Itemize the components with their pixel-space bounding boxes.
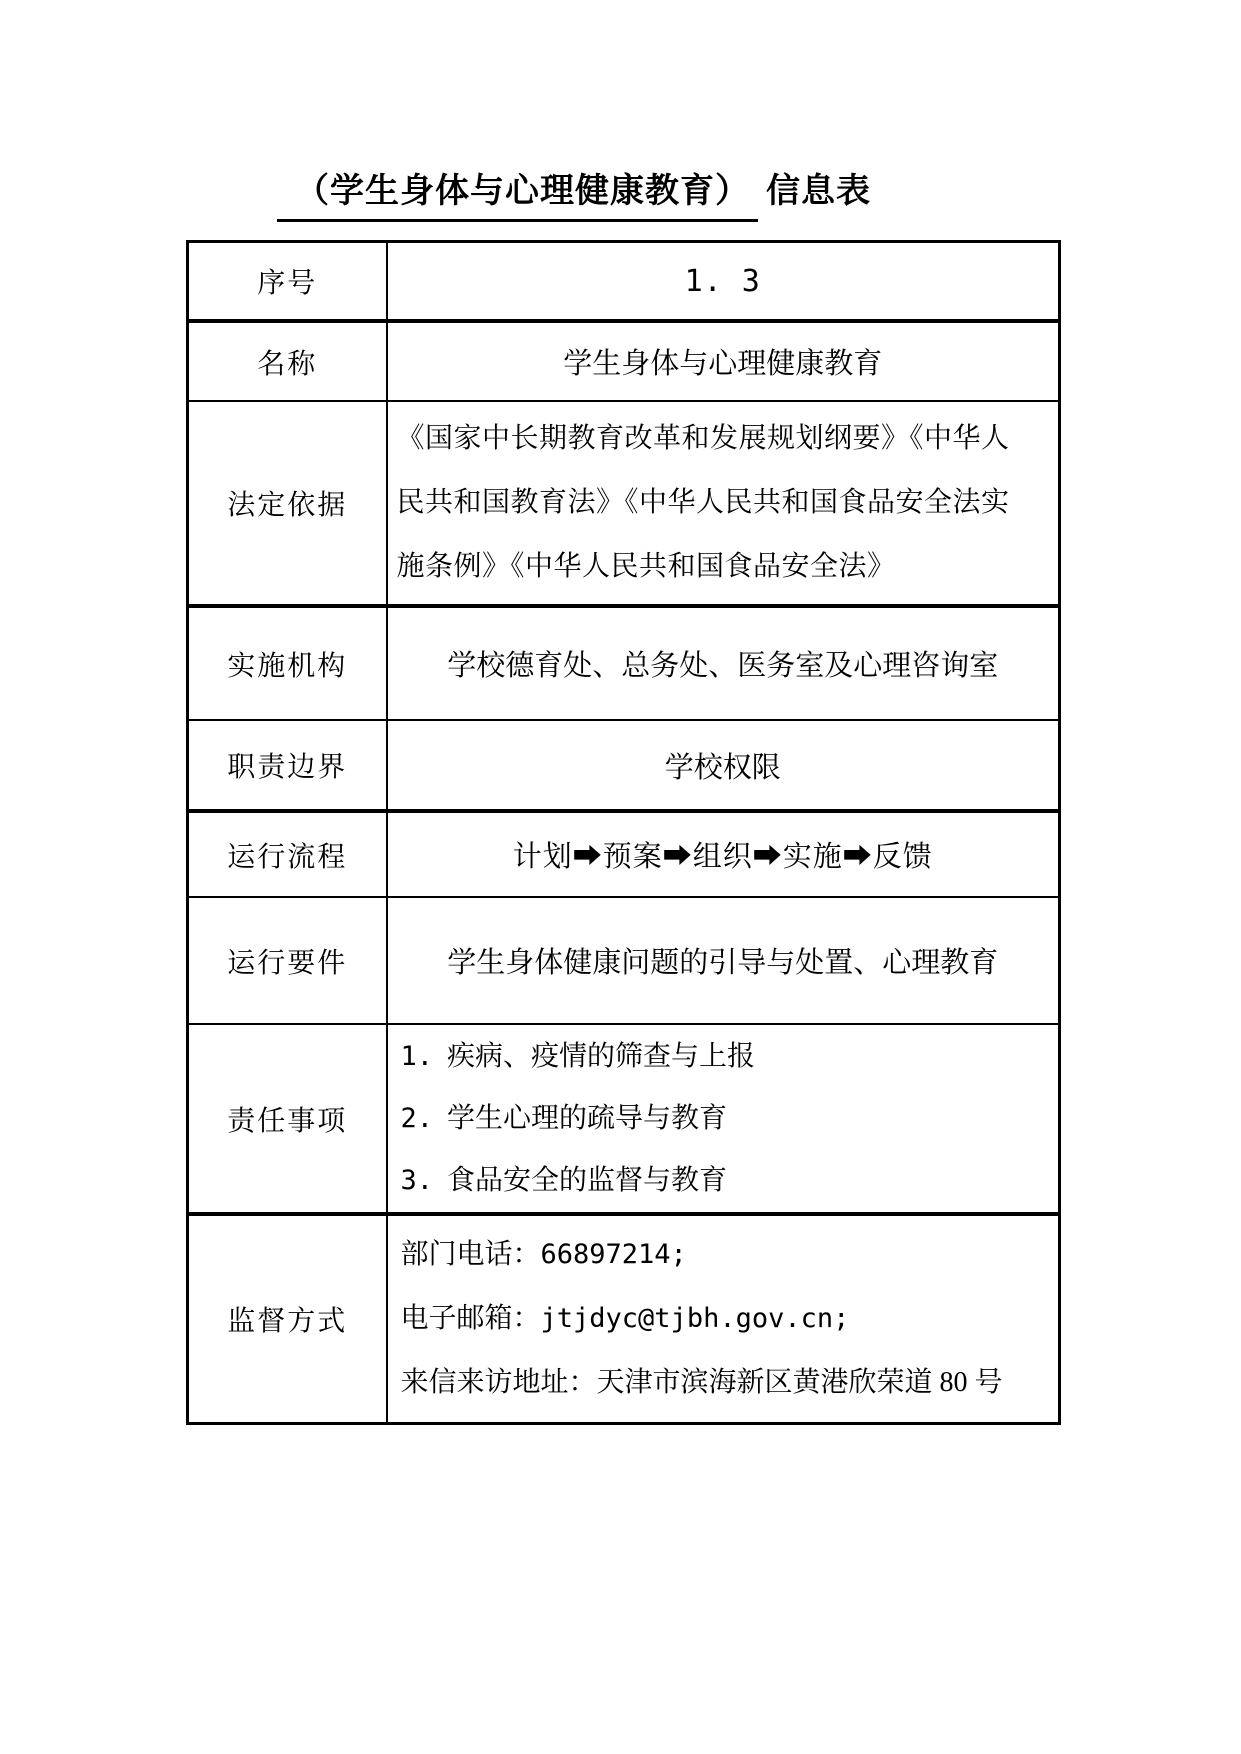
row-sequence bbox=[188, 242, 1060, 322]
item-number: 2. bbox=[400, 1102, 434, 1134]
supervision-address-line bbox=[388, 1351, 1059, 1415]
row-label-implementing-agency: 实施机构 bbox=[188, 606, 387, 720]
item-number: 1. bbox=[400, 1040, 434, 1072]
row-value-implementing-agency: 学校德育处、总务处、医务室及心理咨询室 bbox=[387, 606, 1060, 720]
row-value-name: 学生身体与心理健康教育 bbox=[387, 321, 1060, 401]
row-value-sequence bbox=[387, 242, 1060, 322]
responsibility-item bbox=[388, 1088, 1059, 1150]
row-supervision-method bbox=[188, 1214, 1060, 1424]
row-label-responsibility-items: 责任事项 bbox=[188, 1024, 387, 1214]
row-label-sequence: 序号 bbox=[188, 242, 387, 322]
row-label-responsibility-boundary: 职责边界 bbox=[188, 720, 387, 811]
row-legal-basis bbox=[188, 401, 1060, 606]
item-text: 学生心理的疏导与教育 bbox=[447, 1102, 728, 1134]
info-table bbox=[186, 240, 1061, 1425]
item-number: 3. bbox=[400, 1164, 434, 1196]
row-value-supervision-method bbox=[387, 1214, 1060, 1424]
row-label-name: 名称 bbox=[188, 321, 387, 401]
email-label: 电子邮箱： bbox=[400, 1303, 541, 1334]
row-responsibility-items bbox=[188, 1024, 1060, 1214]
row-value-legal-basis bbox=[387, 401, 1060, 606]
row-value-operation-requirements: 学生身体健康问题的引导与处置、心理教育 bbox=[387, 897, 1060, 1024]
row-value-operation-flow: 计划➡预案➡组织➡实施➡反馈 bbox=[387, 811, 1060, 897]
supervision-phone-line bbox=[388, 1223, 1059, 1287]
supervision-email-line bbox=[388, 1287, 1059, 1351]
page-title bbox=[0, 163, 1148, 222]
row-label-operation-flow: 运行流程 bbox=[188, 811, 387, 897]
address-label: 来信来访地址： bbox=[400, 1367, 597, 1398]
responsibility-item bbox=[388, 1150, 1059, 1212]
phone-value: 66897214; bbox=[540, 1239, 687, 1270]
row-value-responsibility-boundary: 学校权限 bbox=[387, 720, 1060, 811]
address-value: 天津市滨海新区黄港欣荣道 80 号 bbox=[596, 1367, 1003, 1398]
item-text: 疾病、疫情的筛查与上报 bbox=[447, 1040, 756, 1072]
row-operation-requirements bbox=[188, 897, 1060, 1024]
row-responsibility-boundary bbox=[188, 720, 1060, 811]
row-operation-flow bbox=[188, 811, 1060, 897]
sequence-number: 1. 3 bbox=[684, 263, 761, 299]
title-suffix: 信息表 bbox=[766, 172, 871, 210]
item-text: 食品安全的监督与教育 bbox=[447, 1164, 728, 1196]
row-label-supervision-method: 监督方式 bbox=[188, 1214, 387, 1424]
email-value: jtjdyc@tjbh.gov.cn; bbox=[540, 1303, 850, 1334]
legal-basis-line: 施条例》《中华人民共和国食品安全法》 bbox=[396, 551, 896, 582]
row-label-legal-basis: 法定依据 bbox=[188, 401, 387, 606]
legal-basis-line: 《国家中长期教育改革和发展规划纲要》《中华人 bbox=[396, 423, 1010, 454]
responsibility-item bbox=[388, 1026, 1059, 1088]
phone-label: 部门电话： bbox=[400, 1239, 541, 1270]
row-label-operation-requirements: 运行要件 bbox=[188, 897, 387, 1024]
legal-basis-line: 民共和国教育法》《中华人民共和国食品安全法实 bbox=[396, 487, 1010, 518]
title-underlined-part: （学生身体与心理健康教育） bbox=[277, 163, 758, 222]
row-name bbox=[188, 321, 1060, 401]
row-implementing-agency bbox=[188, 606, 1060, 720]
row-value-responsibility-items bbox=[387, 1024, 1060, 1214]
